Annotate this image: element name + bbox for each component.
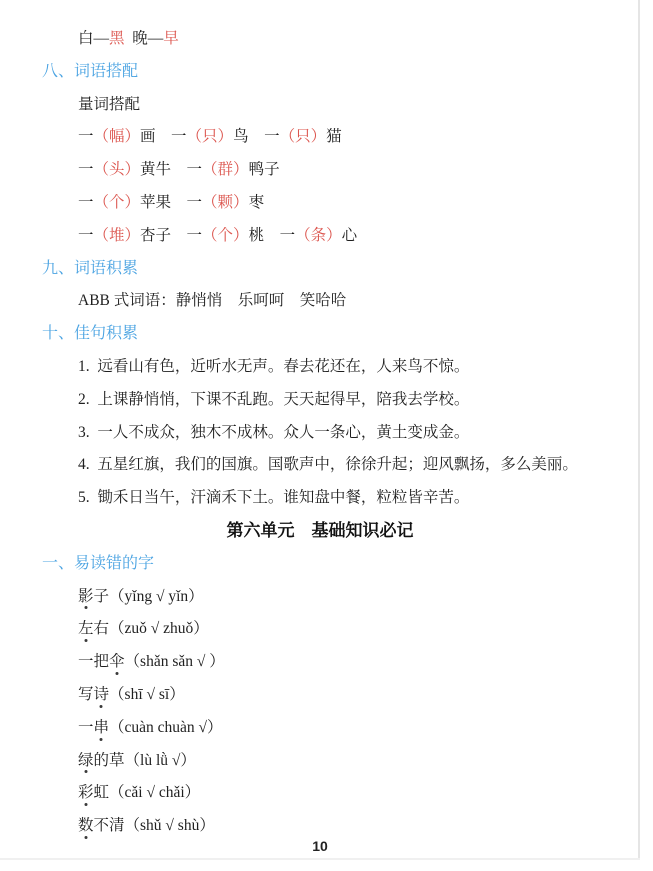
pronunciation-item-3 bbox=[0, 646, 640, 679]
text-segment: 枣 bbox=[248, 193, 265, 211]
text-segment: 的草（lù lǜ √） bbox=[93, 751, 196, 769]
red-highlight-text: （只） bbox=[279, 128, 327, 146]
red-highlight-text: 早 bbox=[163, 30, 179, 47]
text-segment: 鸟 一 bbox=[233, 128, 280, 146]
dotted-emphasis-char: 左 bbox=[78, 613, 94, 646]
text-segment: 2. 上课静悄悄，下课不乱跑。天天起得早，陪我去学校。 bbox=[78, 390, 470, 408]
red-highlight-text: （条） bbox=[295, 226, 342, 244]
text-segment: 子（yǐng √ yǐn） bbox=[93, 587, 204, 605]
pronunciation-item-7 bbox=[0, 777, 640, 810]
document-body bbox=[0, 23, 640, 843]
text-segment: 杏子 一 bbox=[140, 226, 203, 244]
red-highlight-text: （个） bbox=[202, 226, 249, 244]
measure-word-line-1 bbox=[0, 121, 640, 154]
text-segment: 5. 锄禾日当午，汗滴禾下土。谁知盘中餐，粒粒皆辛苦。 bbox=[78, 489, 470, 507]
text-segment: 一把 bbox=[78, 653, 110, 671]
dotted-emphasis-char: 串 bbox=[94, 712, 110, 745]
dotted-emphasis-char: 影 bbox=[78, 581, 94, 614]
text-segment: 一 bbox=[78, 128, 94, 146]
text-segment: 一 bbox=[78, 718, 94, 736]
text-segment: 苹果 一 bbox=[140, 193, 203, 211]
red-highlight-text: 黑 bbox=[109, 30, 125, 47]
heading-section-viii-word-pairing bbox=[0, 56, 640, 89]
text-segment: 1. 远看山有色，近听水无声。春去花还在，人来鸟不惊。 bbox=[78, 357, 470, 375]
page-number: 10 bbox=[312, 838, 328, 854]
pronunciation-item-6 bbox=[0, 745, 640, 778]
pronunciation-item-1 bbox=[0, 581, 640, 614]
red-highlight-text: （头） bbox=[93, 161, 141, 179]
pronunciation-item-4 bbox=[0, 679, 640, 712]
red-highlight-text: （颗） bbox=[202, 193, 249, 211]
text-segment: ABB 式词语：静悄悄 乐呵呵 笑哈哈 bbox=[78, 292, 347, 310]
text-segment: 一 bbox=[78, 161, 94, 179]
text-segment: 黄牛 一 bbox=[140, 161, 203, 179]
text-segment: 猫 bbox=[326, 128, 342, 146]
text-segment: 晚— bbox=[124, 30, 164, 47]
measure-word-line-4 bbox=[0, 220, 640, 253]
text-segment: 3. 一人不成众，独木不成林。众人一条心，黄土变成金。 bbox=[78, 423, 470, 441]
text-segment: 一 bbox=[78, 193, 94, 211]
dotted-emphasis-char: 伞 bbox=[109, 646, 125, 679]
dotted-emphasis-char: 绿 bbox=[78, 745, 94, 778]
red-highlight-text: （群） bbox=[202, 161, 249, 179]
antonym-pair-line bbox=[0, 23, 640, 56]
text-segment: 一 bbox=[78, 226, 94, 244]
unit-title bbox=[0, 515, 640, 548]
text-segment: 一、易读错的字 bbox=[42, 554, 155, 572]
sentence-item-4 bbox=[0, 449, 640, 482]
dotted-emphasis-char: 数 bbox=[78, 810, 94, 843]
text-segment: 八、词语搭配 bbox=[42, 62, 139, 80]
text-segment: 写 bbox=[78, 685, 94, 703]
text-segment: 右（zuǒ √ zhuǒ） bbox=[93, 620, 209, 638]
red-highlight-text: （只） bbox=[186, 128, 234, 146]
text-segment: 九、词语积累 bbox=[42, 259, 139, 277]
sentence-item-5 bbox=[0, 482, 640, 515]
dotted-emphasis-char: 彩 bbox=[78, 777, 94, 810]
sentence-item-2 bbox=[0, 384, 640, 417]
sentence-item-3 bbox=[0, 417, 640, 450]
text-segment: 桃 一 bbox=[248, 226, 296, 244]
red-highlight-text: （个） bbox=[93, 193, 141, 211]
text-segment: 虹（cǎi √ chǎi） bbox=[93, 784, 201, 802]
text-segment: 白— bbox=[78, 30, 110, 47]
page-edge-right bbox=[638, 0, 640, 860]
heading-section-x-sentence-accumulation bbox=[0, 318, 640, 351]
page-edge-bottom bbox=[0, 858, 640, 860]
pronunciation-item-2 bbox=[0, 613, 640, 646]
dotted-emphasis-char: 诗 bbox=[94, 679, 110, 712]
text-segment: （cuàn chuàn √） bbox=[109, 718, 223, 736]
measure-word-line-2 bbox=[0, 154, 640, 187]
text-segment: （shī √ sī） bbox=[109, 685, 185, 703]
pronunciation-item-5 bbox=[0, 712, 640, 745]
sentence-item-1 bbox=[0, 351, 640, 384]
text-segment: 画 一 bbox=[140, 128, 187, 146]
text-segment: 心 bbox=[341, 226, 358, 244]
text-segment: 量词搭配 bbox=[78, 95, 141, 113]
heading-section-i-easily-misread-chars bbox=[0, 548, 640, 581]
text-segment: （shǎn sǎn √ ） bbox=[124, 653, 225, 671]
text-segment: 4. 五星红旗，我们的国旗。国歌声中，徐徐升起；迎风飘扬，多么美丽。 bbox=[78, 456, 578, 474]
text-segment: 不清（shǔ √ shù） bbox=[93, 817, 215, 835]
red-highlight-text: （幅） bbox=[93, 128, 141, 146]
heading-section-ix-word-accumulation bbox=[0, 253, 640, 286]
red-highlight-text: （堆） bbox=[93, 226, 141, 244]
text-segment: 十、佳句积累 bbox=[42, 325, 139, 343]
measure-word-line-3 bbox=[0, 187, 640, 220]
text-segment: 第六单元 基础知识必记 bbox=[226, 520, 414, 540]
measure-words-label bbox=[0, 89, 640, 122]
abb-words-line bbox=[0, 285, 640, 318]
text-segment: 鸭子 bbox=[248, 161, 280, 179]
